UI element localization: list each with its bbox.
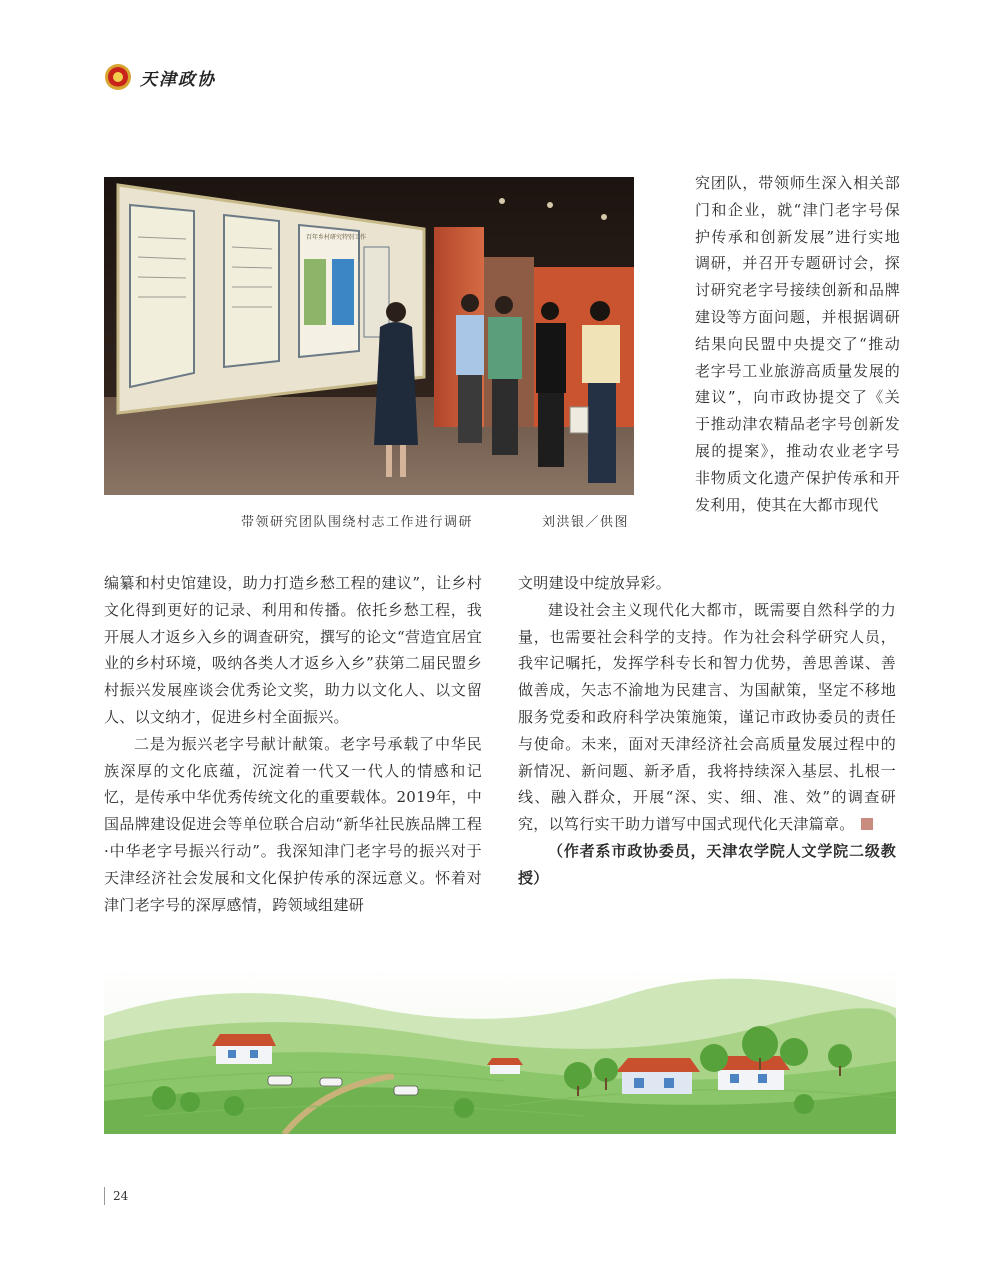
house [487,1058,523,1074]
masthead-title: 天津政协 [140,69,216,90]
right-paragraph-2: 建设社会主义现代化大都市，既需要自然科学的力量，也需要社会科学的支持。作为社会科学研究人员，我牢记嘱托，发挥学科专长和智力优势，善思善谋、善做善成，矢志不渝地为民建言、为国献策，坚定不移地服务党委和政府科学决策施策，谨记市政协委员的责任与使命。未来，面对天津经济社会高质量发展过程中的新情况、新问题、新矛盾，我将持续深入基层、扎根一线、融入群众，开展“深、实、细、准、效”的调查研究，以笃行实干助力谱写中国式现代化天津篇章。 [518,600,896,834]
research-team-photo [104,177,634,495]
left-column [104,570,482,918]
author-note: （作者系市政协委员，天津农学院人文学院二级教授） [518,841,896,887]
right-paragraph-2-wrap [518,597,896,838]
left-paragraph-1: 编纂和村史馆建设，助力打造乡愁工程的建议”，让乡村文化得到更好的记录、利用和传播。依托乡愁工程，我开展人才返乡入乡的调查研究，撰写的论文“营造宜居宜业的乡村环境，吸纳各类人才返乡入乡”获第二届民盟乡村振兴发展座谈会优秀论文奖，助力以文化人、以文留人、以文纳才，促进乡村全面振兴。 [104,574,482,726]
masthead [104,60,216,94]
house [212,1034,276,1064]
page-number: 24 [104,1187,128,1205]
house [616,1058,700,1094]
end-mark-icon [861,818,873,830]
photo-credit: 刘洪银／供图 [542,515,630,530]
rural-landscape-illustration [104,966,896,1134]
board-title: 百年乡村研究特别工作 [306,234,367,241]
left-paragraph-2: 二是为振兴老字号献计献策。老字号承载了中华民族深厚的文化底蕴，沉淀着一代又一代人的情感和记忆，是传承中华优秀传统文化的重要载体。2019年，中国品牌建设促进会等单位联合启动“新华社民族品牌工程·中华老字号振兴行动”。我深知津门老字号的振兴对于天津经济社会发展和文化保护传承的深远意义。怀着对津门老字号的深厚感情，跨领域组建研 [104,734,482,914]
right-top-paragraph: 究团队，带领师生深入相关部门和企业，就“津门老字号保护传承和创新发展”进行实地调研，并召开专题研讨会，探讨研究老字号接续创新和品牌建设等方面问题，并根据调研结果向民盟中央提交了“推动老字号工业旅游高质量发展的建议”，向市政协提交了《关于推动津农精品老字号创新发展的提案》，推动农业老字号非物质文化遗产保护传承和开发利用，使其在大都市现代 [695,174,900,514]
cppcc-emblem-icon [104,63,132,91]
photo-caption: 带领研究团队围绕村志工作进行调研 [241,515,474,530]
right-paragraph-1: 文明建设中绽放异彩。 [518,574,672,592]
right-column [518,570,896,892]
